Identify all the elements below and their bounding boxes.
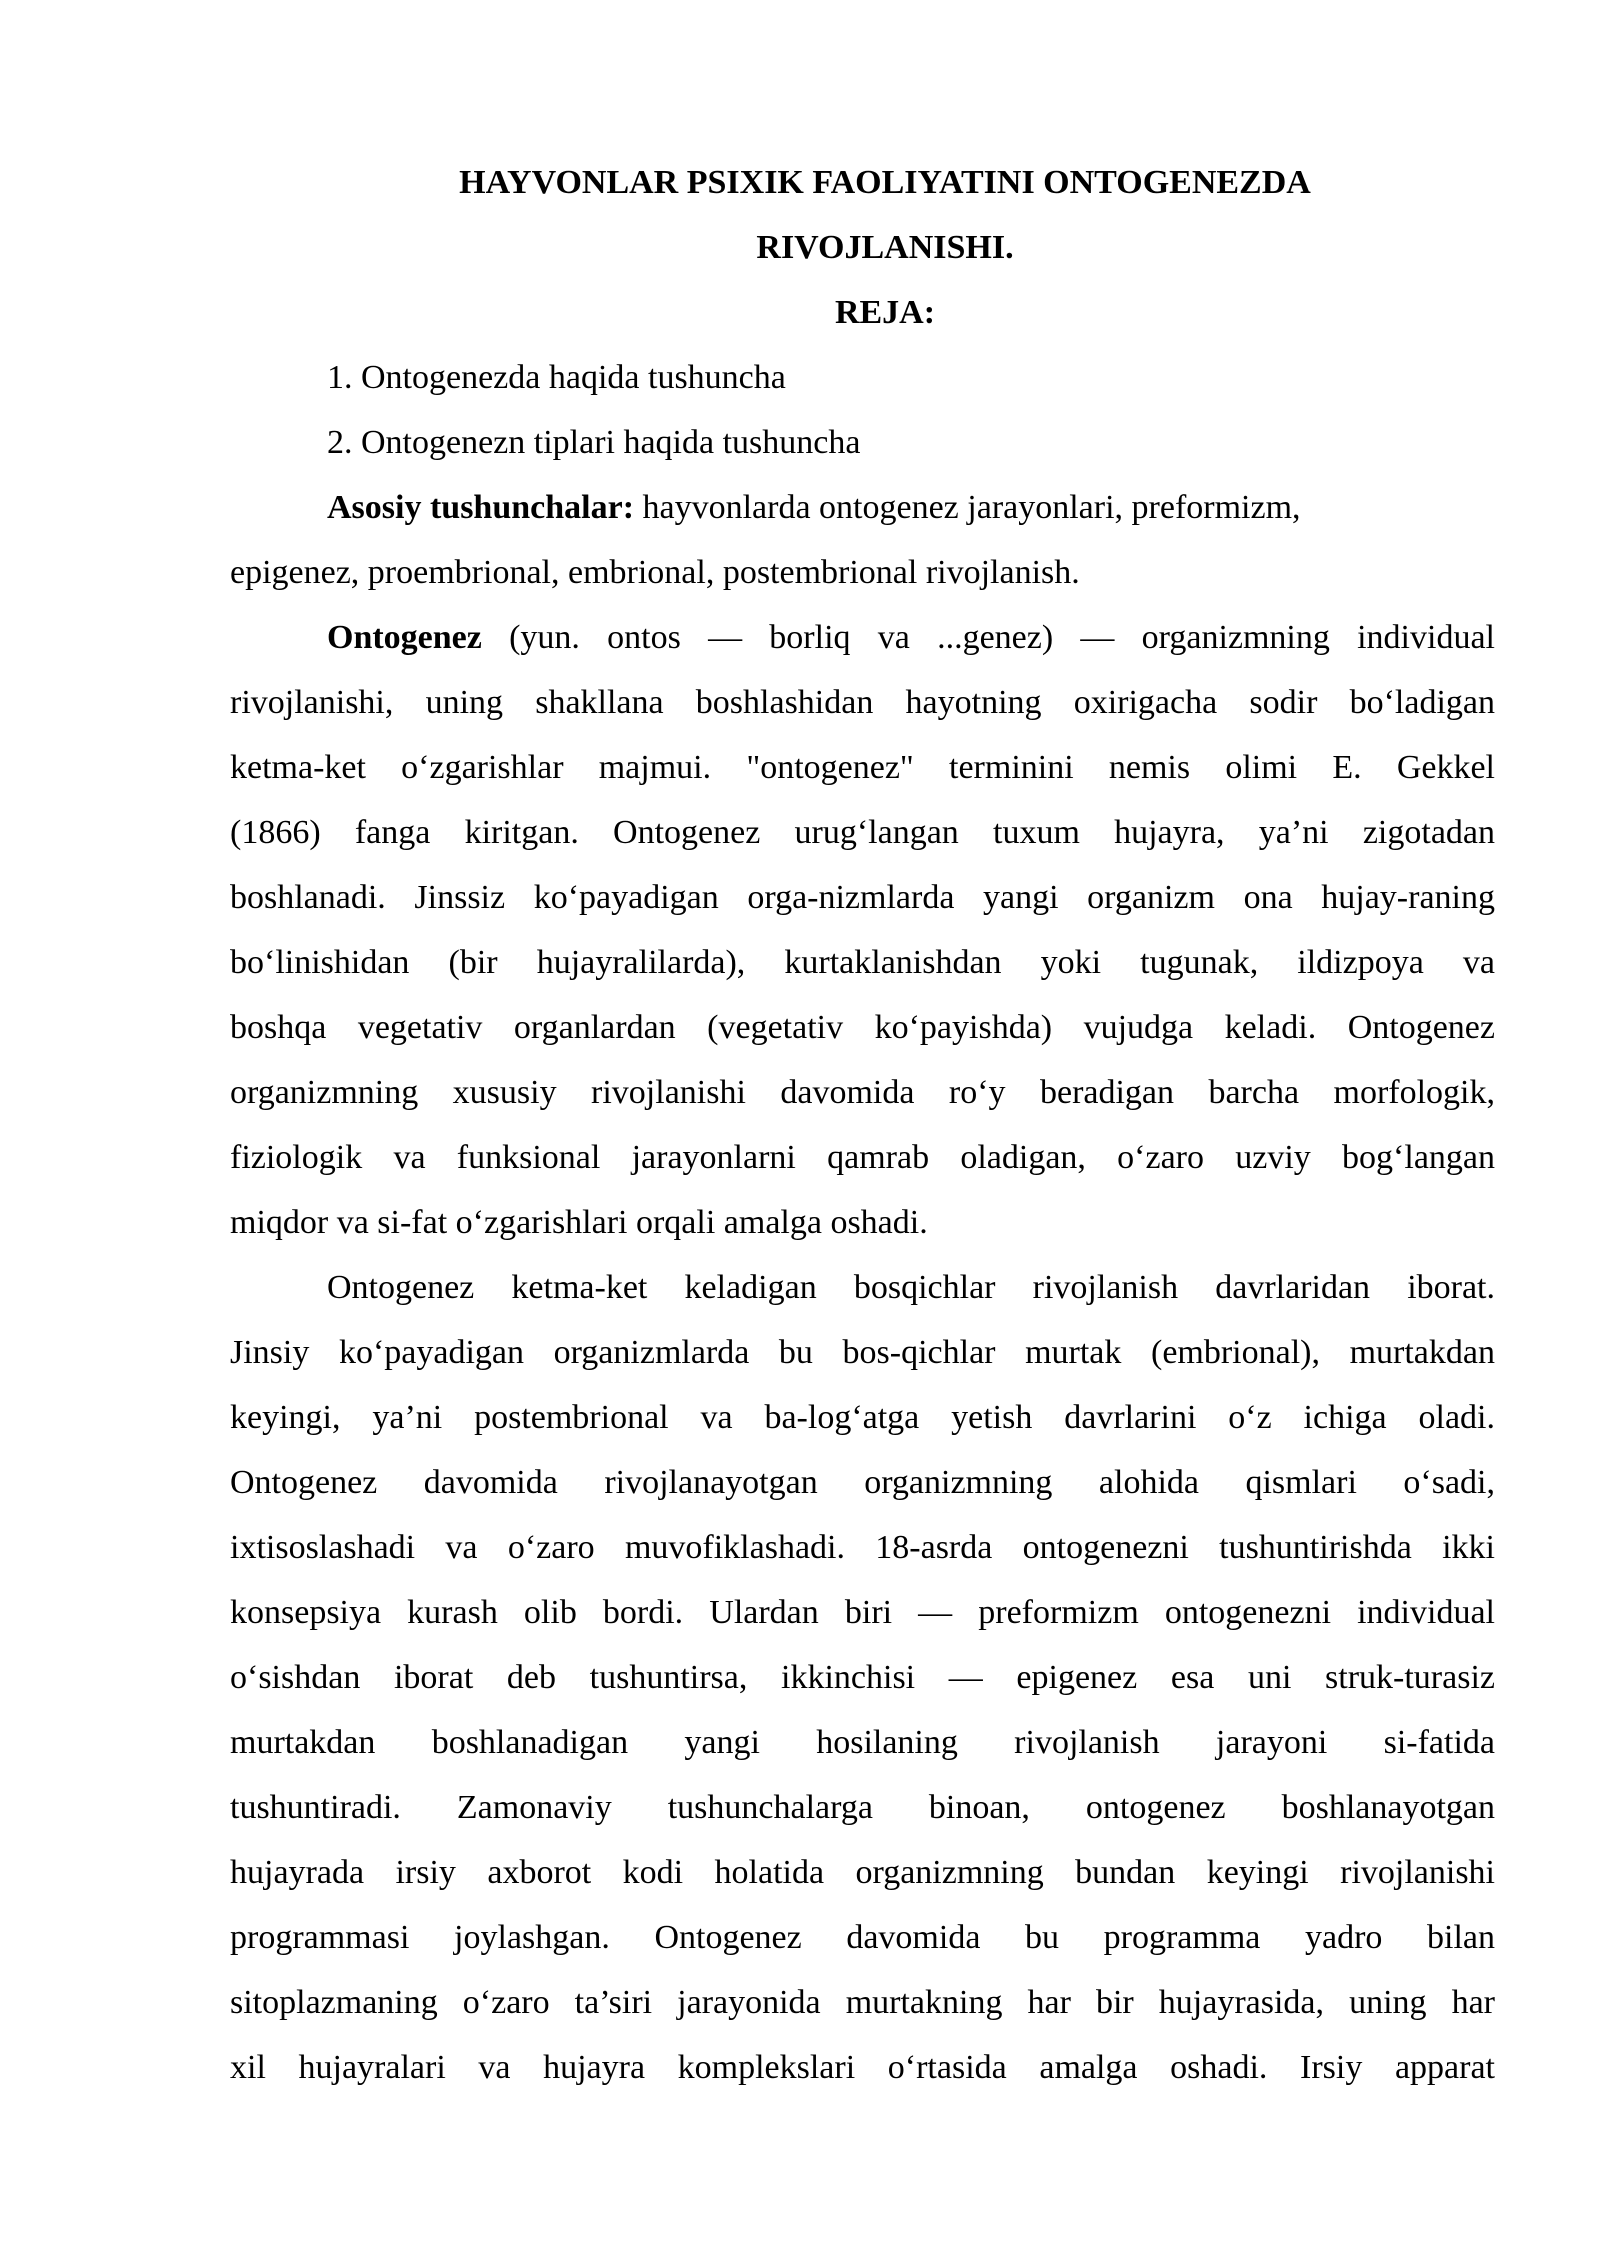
document-page (230, 150, 1495, 2100)
paragraph2-line: Ontogenez ketma-ket keladigan bosqichlar rivojlanish davrlaridan iborat. (327, 1269, 1495, 1306)
paragraph1-first-line-text: (yun. ontos — borliq va ...genez) — organizmning individual (481, 619, 1495, 656)
paragraph2-line: Ontogenez davomida rivojlanayotgan organizmning alohida qismlari o‘sadi, (230, 1464, 1495, 1501)
paragraph2-line: o‘sishdan iborat deb tushuntirsa, ikkinchisi — epigenez esa uni struk-turasiz (230, 1659, 1495, 1696)
plan-item: 1. Ontogenezda haqida tushuncha (327, 359, 786, 396)
paragraph1-line: miqdor va si-fat o‘zgarishlari orqali amalga oshadi. (230, 1204, 928, 1241)
key-concepts-line: epigenez, proembrional, embrional, postembrional rivojlanish. (230, 554, 1080, 591)
paragraph2-line: programmasi joylashgan. Ontogenez davomida bu programma yadro bilan (230, 1919, 1495, 1956)
plan-item: 2. Ontogenezn tiplari haqida tushuncha (327, 424, 861, 461)
paragraph1-line: ketma-ket o‘zgarishlar majmui. "ontogenez" terminini nemis olimi E. Gekkel (230, 749, 1495, 786)
key-concepts-label: Asosiy tushunchalar: (327, 489, 635, 526)
paragraph2-line: hujayrada irsiy axborot kodi holatida organizmning bundan keyingi rivojlanishi (230, 1854, 1495, 1891)
paragraph1-line: fiziologik va funksional jarayonlarni qamrab oladigan, o‘zaro uzviy bog‘langan (230, 1139, 1495, 1176)
paragraph2-line: murtakdan boshlanadigan yangi hosilaning rivojlanish jarayoni si-fatida (230, 1724, 1495, 1761)
ontogenez-term: Ontogenez (327, 619, 482, 656)
paragraph1-line: boshqa vegetativ organlardan (vegetativ ko‘payishda) vujudga keladi. Ontogenez (230, 1009, 1495, 1046)
paragraph1-line: (1866) fanga kiritgan. Ontogenez urug‘langan tuxum hujayra, ya’ni zigotadan (230, 814, 1495, 851)
paragraph2-line: keyingi, ya’ni postembrional va ba-log‘atga yetish davrlarini o‘z ichiga oladi. (230, 1399, 1495, 1436)
document-title-line2: RIVOJLANISHI. (756, 229, 1014, 266)
document-title-line1: HAYVONLAR PSIXIK FAOLIYATINI ONTOGENEZDA (459, 164, 1311, 201)
paragraph2-line: ixtisoslashadi va o‘zaro muvofiklashadi. 18-asrda ontogenezni tushuntirishda ikki (230, 1529, 1495, 1566)
paragraph2-line: Jinsiy ko‘payadigan organizmlarda bu bos-qichlar murtak (embrional), murtakdan (230, 1334, 1495, 1371)
paragraph2-line: xil hujayralari va hujayra komplekslari o‘rtasida amalga oshadi. Irsiy apparat (230, 2049, 1495, 2086)
plan-heading: REJA: (834, 294, 936, 331)
paragraph2-line: konsepsiya kurash olib bordi. Ulardan biri — preformizm ontogenezni individual (230, 1594, 1495, 1631)
paragraph1-line: bo‘linishidan (bir hujayralilarda), kurtaklanishdan yoki tugunak, ildizpoya va (230, 944, 1495, 981)
paragraph1-line: boshlanadi. Jinssiz ko‘payadigan orga-nizmlarda yangi organizm ona hujay-raning (230, 879, 1495, 916)
key-concepts-text: hayvonlarda ontogenez jarayonlari, preformizm, (634, 489, 1301, 526)
paragraph1-line: rivojlanishi, uning shakllana boshlashidan hayotning oxirigacha sodir bo‘ladigan (230, 684, 1495, 721)
paragraph2-line: tushuntiradi. Zamonaviy tushunchalarga binoan, ontogenez boshlanayotgan (230, 1789, 1495, 1826)
paragraph1-first-line (230, 605, 1495, 670)
paragraph1-line: organizmning xususiy rivojlanishi davomida ro‘y beradigan barcha morfologik, (230, 1074, 1495, 1111)
paragraph2-line: sitoplazmaning o‘zaro ta’siri jarayonida murtakning har bir hujayrasida, uning har (230, 1984, 1495, 2021)
key-concepts-line (230, 475, 1495, 540)
